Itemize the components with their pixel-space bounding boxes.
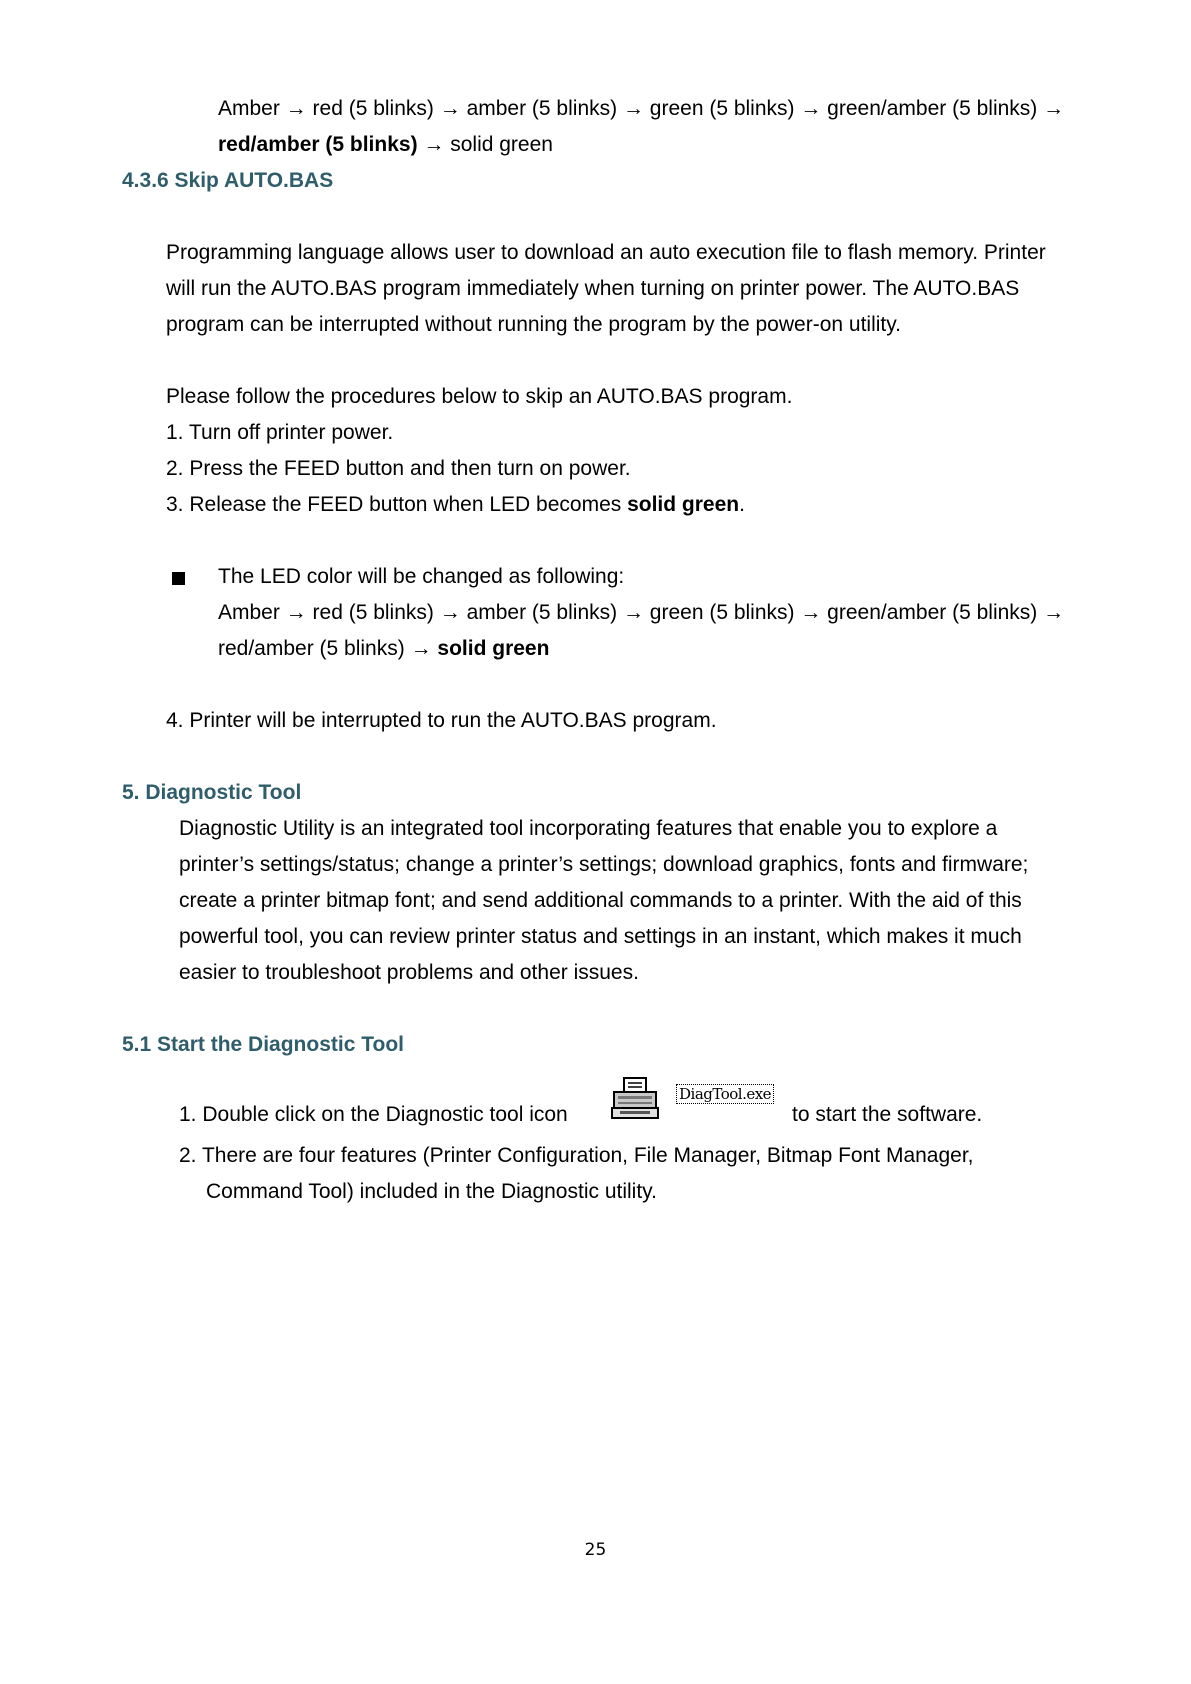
para-5-line4: powerful tool, you can review printer status and settings in an instant, which makes it much xyxy=(179,925,1022,948)
para-436-line1: Programming language allows user to download an auto execution file to flash memory. Printer xyxy=(166,241,1046,264)
bullet-sequence-bold: solid green xyxy=(437,637,550,660)
printer-icon[interactable] xyxy=(610,1076,660,1122)
heading-4-3-6: 4.3.6 Skip AUTO.BAS xyxy=(122,169,334,192)
bullet-sequence-text: red/amber (5 blinks) → xyxy=(218,637,438,660)
step-3-bold: solid green xyxy=(627,493,740,516)
step-5-1-2-line2: Command Tool) included in the Diagnostic utility. xyxy=(206,1180,657,1203)
page-number: 25 xyxy=(584,1540,607,1560)
step-3 xyxy=(166,492,745,518)
step-5-1-1-text: 1. Double click on the Diagnostic tool icon xyxy=(179,1103,568,1126)
square-bullet-icon xyxy=(172,572,185,585)
bullet-sequence-line1: Amber → red (5 blinks) → amber (5 blinks) → green (5 blinks) → green/amber (5 blinks) → xyxy=(218,601,1065,624)
top-sequence-rest: → solid green xyxy=(417,133,553,156)
heading-5-1: 5.1 Start the Diagnostic Tool xyxy=(122,1033,404,1056)
procedure-intro: Please follow the procedures below to skip an AUTO.BAS program. xyxy=(166,385,793,408)
para-5-line2: printer’s settings/status; change a printer’s settings; download graphics, fonts and firmware; xyxy=(179,853,1029,876)
top-sequence-bold: red/amber (5 blinks) xyxy=(218,133,418,156)
bullet-text: The LED color will be changed as following: xyxy=(218,565,625,588)
top-sequence-line1: Amber → red (5 blinks) → amber (5 blinks) → green (5 blinks) → green/amber (5 blinks) → xyxy=(218,97,1065,120)
para-5-line3: create a printer bitmap font; and send additional commands to a printer. With the aid of this xyxy=(179,889,1022,912)
step-3-period: . xyxy=(739,493,745,516)
step-1: 1. Turn off printer power. xyxy=(166,421,394,444)
top-sequence-line2 xyxy=(218,132,553,158)
diagtool-icon-label[interactable]: DiagTool.exe xyxy=(676,1084,774,1104)
para-436-line3: program can be interrupted without running the program by the power-on utility. xyxy=(166,313,902,336)
para-436-line2: will run the AUTO.BAS program immediately when turning on printer power. The AUTO.BAS xyxy=(166,277,1020,300)
step-5-1-1-rest: to start the software. xyxy=(792,1103,983,1126)
step-2: 2. Press the FEED button and then turn on power. xyxy=(166,457,631,480)
bullet-sequence-line2 xyxy=(218,636,549,662)
step-3-text: 3. Release the FEED button when LED becomes xyxy=(166,493,628,516)
para-5-line5: easier to troubleshoot problems and other issues. xyxy=(179,961,639,984)
para-5-line1: Diagnostic Utility is an integrated tool incorporating features that enable you to explore a xyxy=(179,817,998,840)
step-4: 4. Printer will be interrupted to run the AUTO.BAS program. xyxy=(166,709,717,732)
step-5-1-2-line1: 2. There are four features (Printer Configuration, File Manager, Bitmap Font Manager, xyxy=(179,1144,974,1167)
heading-5: 5. Diagnostic Tool xyxy=(122,781,302,804)
